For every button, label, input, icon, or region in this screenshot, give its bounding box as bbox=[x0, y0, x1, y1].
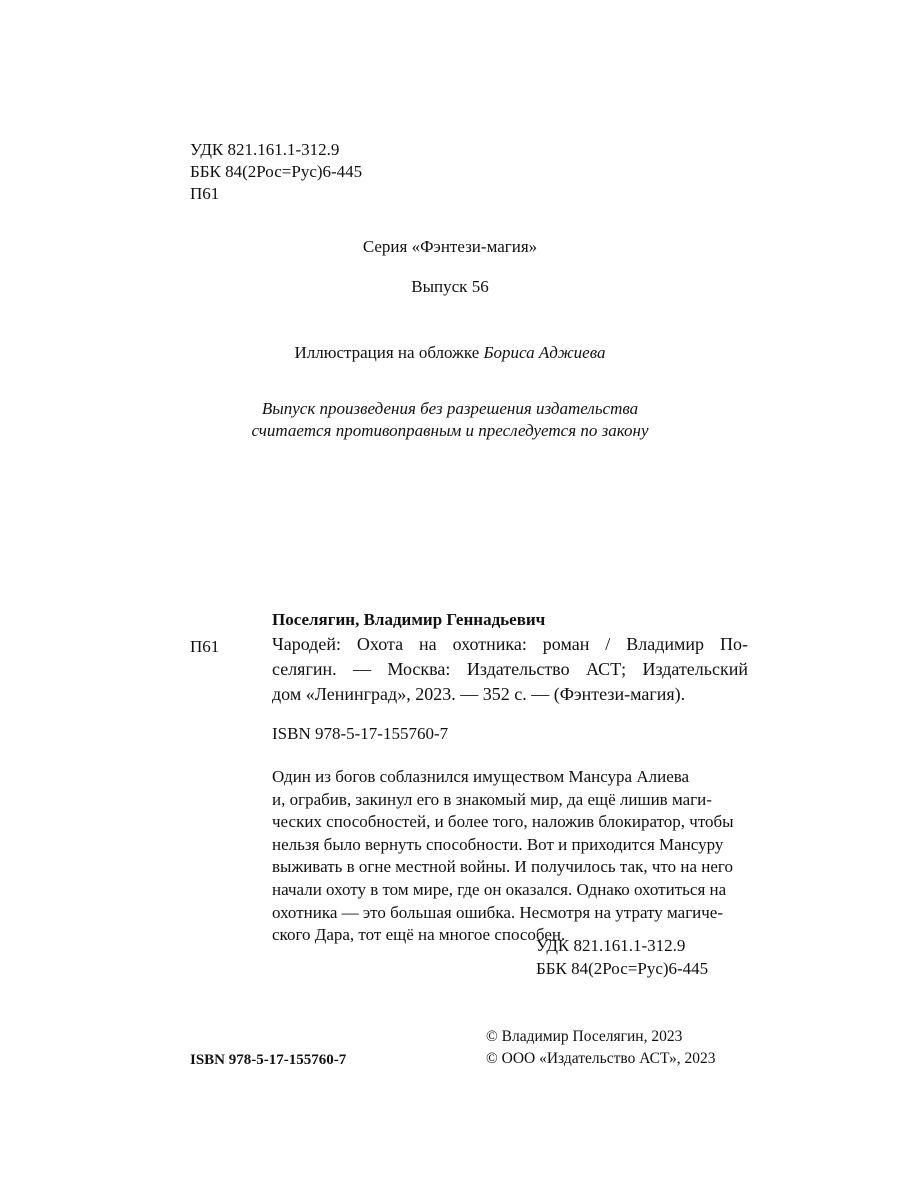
udk-code-right: УДК 821.161.1-312.9 bbox=[536, 936, 686, 955]
copyright-block bbox=[486, 1026, 716, 1070]
annotation bbox=[272, 766, 736, 947]
illustrator-name: Бориса Аджиева bbox=[483, 343, 606, 362]
author-heading: Поселягин, Владимир Геннадьевич bbox=[272, 610, 546, 629]
classification-codes-right bbox=[536, 935, 708, 981]
annotation-line-1: Один из богов соблазнился имуществом Мансура Алиева bbox=[272, 767, 690, 786]
annotation-line-6: начали охоту в том мире, где он оказался. Однако охотиться на bbox=[272, 879, 727, 899]
annotation-line-4: нельзя было вернуть способности. Вот и приходится Мансуру bbox=[272, 834, 724, 854]
annotation-line-5: выживать в огне местной войны. И получилось так, что на него bbox=[272, 857, 733, 877]
bbk-code-right: ББК 84(2Рос=Рус)6-445 bbox=[536, 959, 709, 978]
udk-code: УДК 821.161.1-312.9 bbox=[190, 140, 340, 159]
illustration-prefix: Иллюстрация на обложке bbox=[294, 343, 484, 362]
copyright-author: © Владимир Поселягин, 2023 bbox=[486, 1028, 683, 1045]
annotation-line-7: охотника — это большая ошибка. Несмотря на утрату магиче- bbox=[272, 902, 724, 922]
classification-block bbox=[190, 139, 590, 205]
series-line: Серия «Фэнтези-магия» bbox=[362, 237, 538, 256]
bbk-code: ББК 84(2Рос=Рус)6-445 bbox=[190, 162, 363, 181]
annotation-line-8: ского Дара, тот ещё на многое способен. bbox=[272, 925, 566, 945]
legal-warning-line-2: считается противоправным и преследуется по закону bbox=[251, 421, 649, 440]
annotation-line-2: и, ограбив, закинул его в знакомый мир, да ещё лишив маги- bbox=[272, 789, 712, 809]
bibliographic-record bbox=[272, 632, 748, 707]
bib-author-sign: П61 bbox=[190, 637, 220, 656]
illustration-credit bbox=[0, 342, 900, 364]
bib-isbn: ISBN 978-5-17-155760-7 bbox=[272, 724, 449, 743]
bib-line-3: дом «Ленинград», 2023. — 352 с. — (Фэнтези-магия). bbox=[272, 684, 686, 704]
issue-line: Выпуск 56 bbox=[411, 277, 489, 296]
legal-warning-line-1: Выпуск произведения без разрешения издательства bbox=[261, 399, 639, 418]
bib-line-1: Чародей: Охота на охотника: роман / Владимир По- bbox=[272, 634, 748, 654]
legal-warning bbox=[0, 398, 900, 442]
copyright-publisher: © ООО «Издательство АСТ», 2023 bbox=[486, 1050, 716, 1067]
author-sign: П61 bbox=[190, 184, 220, 203]
annotation-line-3: ческих способностей, и более того, наложив блокиратор, чтобы bbox=[272, 812, 734, 832]
bib-line-2: селягин. — Москва: Издательство АСТ; Издательский bbox=[272, 659, 748, 679]
footer-isbn: ISBN 978-5-17-155760-7 bbox=[190, 1052, 347, 1068]
